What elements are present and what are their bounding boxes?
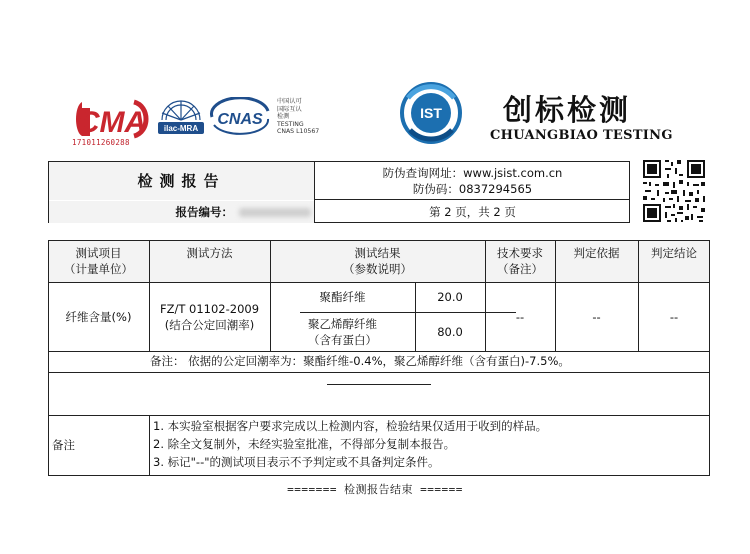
separator-line [327,384,431,385]
col-header-basis: 判定依据 [573,246,620,260]
results-table [48,240,710,492]
page-info: 第 2 页，共 2 页 [429,205,516,219]
row-basis: -- [592,309,601,324]
row-conclusion: -- [669,309,679,324]
fiber-name-2: 聚乙烯醇纤维 （含有蛋白） [308,316,377,347]
svg-text:ilac-MRA: ilac-MRA [163,124,199,133]
cnas-accreditation-text: 中国认可 国际互认 检测 TESTING CNAS L10567 [277,98,320,136]
svg-text:IST: IST [420,105,442,121]
report-number-redacted [237,201,314,223]
fiber-value-2: 80.0 [437,324,463,339]
verify-url[interactable]: 防伪查询网址：www.jsist.com.cn [382,166,563,180]
brand-name-en: CHUANGBIAO TESTING [490,128,673,143]
remark-3: 3. 标记"--"的测试项目表示不予判定或不具备判定条件。 [153,455,440,469]
svg-text:CMA: CMA [77,106,147,139]
col-header-conclusion: 判定结论 [651,246,697,260]
brand-name-cn: 创标检测 [503,93,632,127]
fiber-name-1: 聚酯纤维 [319,290,366,304]
row-requirement: -- [515,309,525,324]
col-header-method: 测试方法 [186,246,233,260]
col-header-item: 测试项目 （计量单位） [64,246,133,276]
row-item: 纤维含量(%) [65,309,132,324]
cma-number: 171011260288 [72,138,130,147]
qr-code[interactable] [641,158,707,224]
remark-1: 1. 本实验室根据客户要求完成以上检测内容，检验结果仅适用于收到的样品。 [153,419,548,433]
row-method: FZ/T 01102-2009 (结合公定回潮率) [159,301,260,332]
ist-logo [398,80,464,146]
report-title: 检测报告 [49,162,314,200]
anti-counterfeit-info [315,165,630,197]
col-header-requirement: 技术要求 （备注） [497,246,543,276]
report-number-label: 报告编号： [49,201,237,223]
col-header-result: 测试结果 （参数说明） [343,246,412,276]
svg-text:CNAS: CNAS [217,111,263,128]
remarks-label: 备注 [52,438,75,452]
fiber-value-1: 20.0 [437,290,463,304]
ilac-mra-logo [156,96,206,140]
moisture-regain-note: 备注： 依据的公定回潮率为：聚酯纤维-0.4%，聚乙烯醇纤维（含有蛋白)-7.5%。 [150,354,570,368]
cnas-logo [208,97,272,137]
remark-2: 2. 除全文复制外，未经实验室批准，不得部分复制本报告。 [153,437,456,451]
report-title-box [48,161,630,223]
verify-code: 防伪码：0837294565 [412,182,533,196]
report-end-marker: ======= 检测报告结束 ====== [287,483,463,496]
